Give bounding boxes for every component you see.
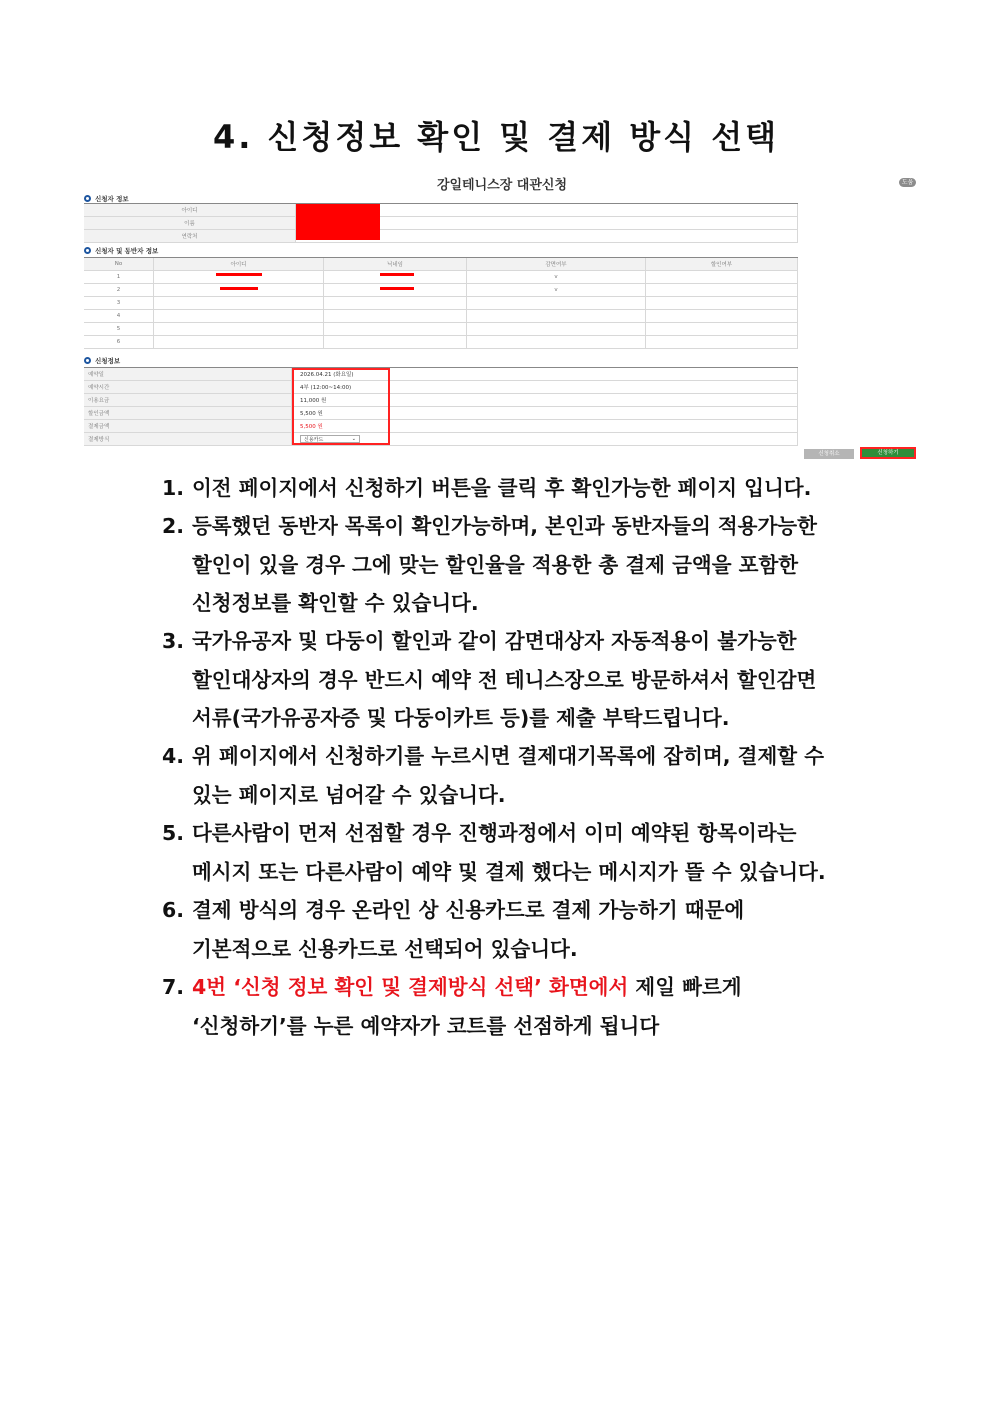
column-header: 할인여부 — [646, 258, 798, 270]
table-row: 1 v — [84, 271, 798, 284]
discount-amount: 5,500 원 — [292, 407, 798, 419]
info-section-title: 신청정보 — [84, 356, 120, 365]
info-label: 할인금액 — [84, 407, 292, 419]
info-label: 결제금액 — [84, 420, 292, 432]
redacted-bar — [380, 273, 414, 276]
application-screenshot — [84, 168, 920, 462]
applicant-label: 아이디 — [84, 204, 296, 216]
info-label: 예약시간 — [84, 381, 292, 393]
applicant-label: 연락처 — [84, 230, 296, 242]
column-header: 닉네임 — [324, 258, 467, 270]
redacted-bar — [220, 287, 258, 290]
reservation-time: 4부 (12:00~14:00) — [292, 381, 798, 393]
column-header: 감면여부 — [467, 258, 646, 270]
applicant-label: 이름 — [84, 217, 296, 229]
screenshot-title: 강일테니스장 대관신청 — [436, 178, 568, 193]
table-row: 2 v — [84, 284, 798, 297]
highlighted-text: 4번 ‘신청 정보 확인 및 결제방식 선택’ 화면에서 — [192, 975, 629, 999]
column-header: No — [84, 258, 154, 270]
column-header: 아이디 — [154, 258, 324, 270]
table-row: 6 — [84, 336, 798, 349]
info-label: 예약일 — [84, 368, 292, 380]
table-row: 4 — [84, 310, 798, 323]
discount-dropdown[interactable]: v — [467, 284, 646, 296]
info-label: 이용요금 — [84, 394, 292, 406]
redacted-block — [296, 204, 380, 240]
info-label: 결제방식 — [84, 433, 292, 445]
applicant-section-title: 신청자 정보 — [84, 194, 129, 203]
bullet-icon — [84, 357, 91, 364]
cancel-button[interactable]: 신청취소 — [804, 449, 854, 459]
companion-table — [84, 257, 798, 349]
usage-fee: 11,000 원 — [292, 394, 798, 406]
bullet-icon — [84, 195, 91, 202]
redacted-bar — [380, 287, 414, 290]
payment-amount: 5,500 원 — [292, 420, 798, 432]
help-button[interactable]: 도움 — [899, 178, 916, 187]
companion-section-title: 신청자 및 동반자 정보 — [84, 246, 158, 255]
discount-dropdown[interactable]: v — [467, 271, 646, 283]
payment-method-select[interactable]: 신용카드 ⌄ — [300, 435, 360, 443]
chevron-down-icon: ⌄ — [351, 436, 356, 442]
bullet-icon — [84, 247, 91, 254]
highlight-box — [292, 368, 390, 445]
table-row: 5 — [84, 323, 798, 336]
info-table — [84, 367, 798, 446]
table-row: 3 — [84, 297, 798, 310]
page-heading: 4. 신청정보 확인 및 결제 방식 선택 — [212, 118, 780, 156]
redacted-bar — [216, 273, 262, 276]
applicant-table — [84, 203, 798, 243]
reservation-date: 2026.04.21 (화요일) — [292, 368, 798, 380]
apply-button[interactable]: 신청하기 — [860, 447, 916, 459]
